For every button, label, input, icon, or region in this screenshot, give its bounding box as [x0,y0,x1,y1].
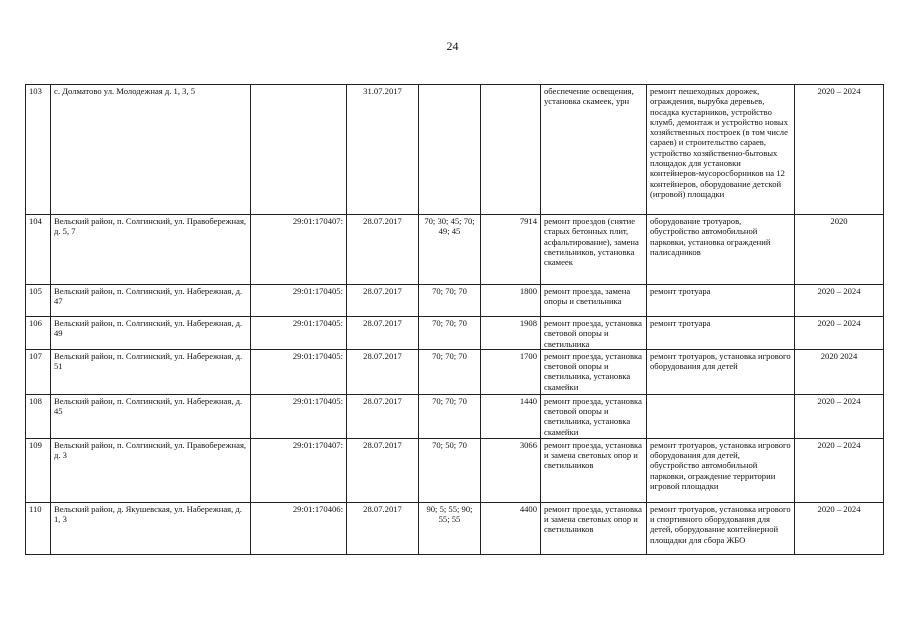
address-cell: с. Долматово ул. Молодежная д. 1, 3, 5 [51,85,251,215]
minimum-works-cell: ремонт проезда, установка световой опоры и светильника, установка скамейки [541,394,647,438]
area-cell: 1800 [481,285,541,317]
address-cell: Вельский район, п. Солгинский, ул. Набережная, д. 49 [51,317,251,350]
additional-works-cell: ремонт тротуара [647,317,795,350]
address-cell: Вельский район, п. Солгинский, ул. Набережная, д. 45 [51,394,251,438]
additional-works-cell: ремонт тротуаров, установка игрового оборудования для детей, обустройство автомобильной парковки, ограждение территории игровой площадки [647,438,795,502]
area-cell: 1440 [481,394,541,438]
cadastral-number-cell [251,85,347,215]
table-row [26,349,884,394]
address-cell: Вельский район, п. Солгинский, ул. Набережная, д. 51 [51,349,251,394]
inventory-date-cell: 28.07.2017 [347,349,419,394]
row-number: 108 [26,394,51,438]
row-number: 109 [26,438,51,502]
minimum-works-cell: обеспечение освещения, установка скамеек, урн [541,85,647,215]
additional-works-cell: ремонт тротуаров, установка игрового и спортивного оборудования для детей, оборудование контейнерной площадки для сбора ЖБО [647,502,795,554]
area-cell [481,85,541,215]
inventory-date-cell: 28.07.2017 [347,438,419,502]
inventory-date-cell: 28.07.2017 [347,502,419,554]
cadastral-number-cell: 29:01:170405: [251,349,347,394]
wear-percent-cell: 70; 30; 45; 70; 49; 45 [419,215,481,285]
period-cell: 2020 – 2024 [795,438,884,502]
area-cell: 1908 [481,317,541,350]
additional-works-cell: ремонт пешеходных дорожек, ограждения, вырубка деревьев, посадка кустарников, устройство клумб, демонтаж и устройство новых хозяйственных построек (в том числе сараев) и строительство сараев, устройство хозяйственно-бытовых площадок для установки контейнеров-мусоросборников на 12 контейнеров, оборудование детской (игровой) площадки [647,85,795,215]
address-cell: Вельский район, д. Якушевская, ул. Набережная, д. 1, 3 [51,502,251,554]
row-number: 106 [26,317,51,350]
minimum-works-cell: ремонт проезда, установка световой опоры и светильника [541,317,647,350]
table-row [26,438,884,502]
additional-works-cell: оборудование тротуаров, обустройство автомобильной парковки, установка ограждений палисадников [647,215,795,285]
cadastral-number-cell: 29:01:170405: [251,285,347,317]
period-cell: 2020 – 2024 [795,317,884,350]
period-cell: 2020 – 2024 [795,502,884,554]
period-cell: 2020 – 2024 [795,394,884,438]
row-number: 103 [26,85,51,215]
address-cell: Вельский район, п. Солгинский, ул. Правобережная, д. 3 [51,438,251,502]
additional-works-cell [647,394,795,438]
wear-percent-cell: 70; 50; 70 [419,438,481,502]
minimum-works-cell: ремонт проезда, замена опоры и светильника [541,285,647,317]
cadastral-number-cell: 29:01:170406: [251,502,347,554]
inventory-date-cell: 28.07.2017 [347,317,419,350]
area-cell: 7914 [481,215,541,285]
inventory-date-cell: 28.07.2017 [347,215,419,285]
wear-percent-cell: 70; 70; 70 [419,285,481,317]
inventory-date-cell: 31.07.2017 [347,85,419,215]
period-cell: 2020 – 2024 [795,85,884,215]
table-row [26,215,884,285]
area-cell: 4400 [481,502,541,554]
table-row [26,502,884,554]
table-row [26,285,884,317]
table-row [26,394,884,438]
additional-works-cell: ремонт тротуаров, установка игрового оборудования для детей [647,349,795,394]
wear-percent-cell: 70; 70; 70 [419,394,481,438]
yard-improvement-table [25,84,884,555]
row-number: 110 [26,502,51,554]
row-number: 107 [26,349,51,394]
minimum-works-cell: ремонт проезда, установка и замена световых опор и светильников [541,438,647,502]
row-number: 105 [26,285,51,317]
inventory-date-cell: 28.07.2017 [347,285,419,317]
area-cell: 3066 [481,438,541,502]
wear-percent-cell: 70; 70; 70 [419,317,481,350]
page-number: 24 [446,39,459,53]
table-row [26,317,884,350]
inventory-date-cell: 28.07.2017 [347,394,419,438]
minimum-works-cell: ремонт проездов (снятие старых бетонных плит, асфальтирование), замена светильников, установка скамеек [541,215,647,285]
wear-percent-cell: 70; 70; 70 [419,349,481,394]
table-body [26,85,884,555]
minimum-works-cell: ремонт проезда, установка и замена световых опор и светильников [541,502,647,554]
wear-percent-cell: 90; 5; 55; 90; 55; 55 [419,502,481,554]
cadastral-number-cell: 29:01:170405: [251,394,347,438]
row-number: 104 [26,215,51,285]
cadastral-number-cell: 29:01:170407: [251,215,347,285]
address-cell: Вельский район, п. Солгинский, ул. Правобережная, д. 5, 7 [51,215,251,285]
period-cell: 2020 [795,215,884,285]
cadastral-number-cell: 29:01:170405: [251,317,347,350]
cadastral-number-cell: 29:01:170407: [251,438,347,502]
period-cell: 2020 – 2024 [795,285,884,317]
minimum-works-cell: ремонт проезда, установка световой опоры и светильника, установка скамейки [541,349,647,394]
wear-percent-cell [419,85,481,215]
table-row [26,85,884,215]
area-cell: 1700 [481,349,541,394]
additional-works-cell: ремонт тротуара [647,285,795,317]
address-cell: Вельский район, п. Солгинский, ул. Набережная, д. 47 [51,285,251,317]
period-cell: 2020 2024 [795,349,884,394]
